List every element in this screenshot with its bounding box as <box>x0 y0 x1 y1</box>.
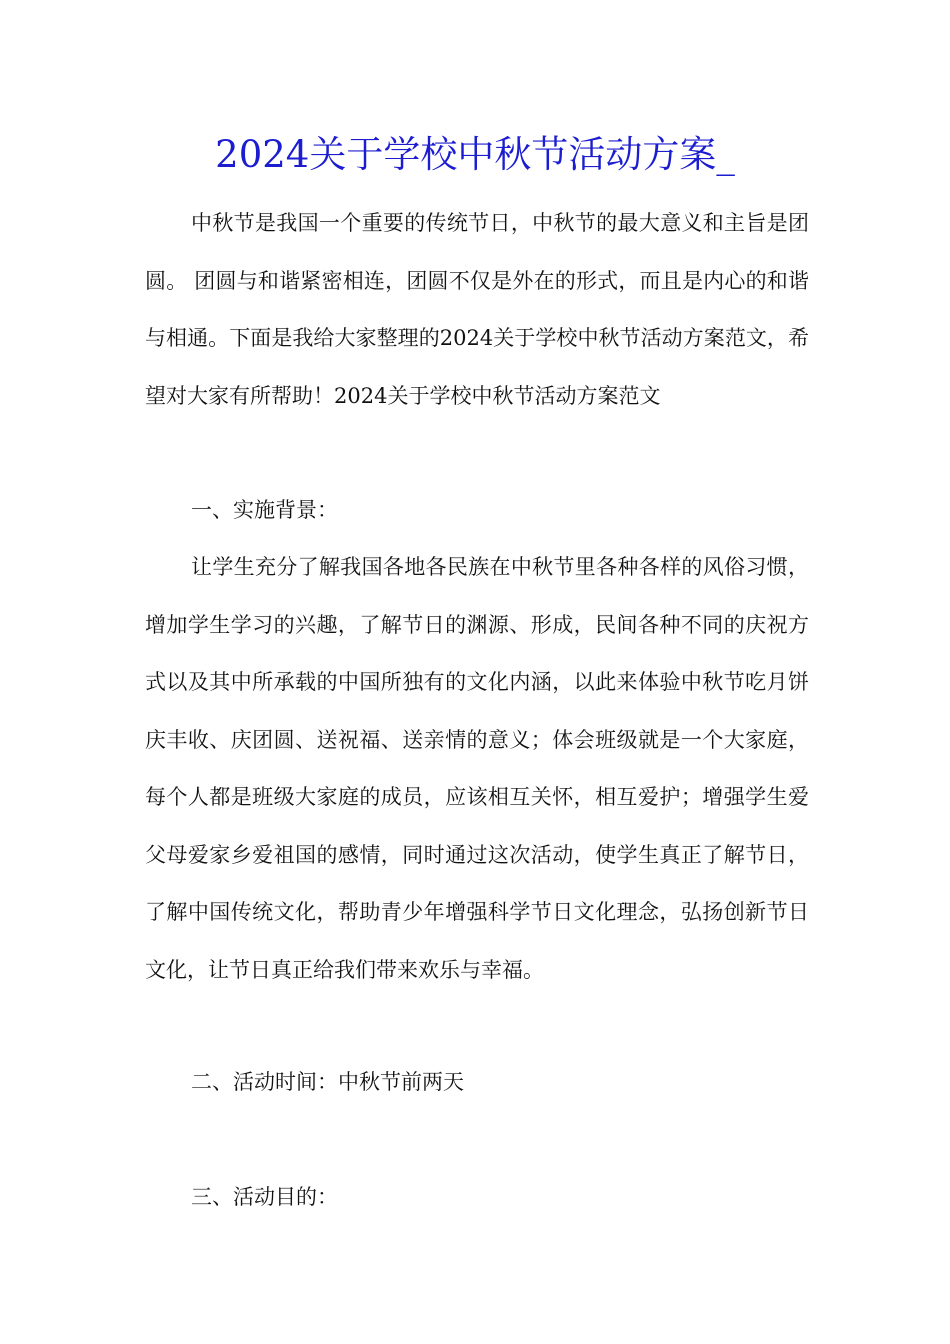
document-title: 2024关于学校中秋节活动方案_ <box>215 133 735 176</box>
section-heading-purpose: 三、活动目的： <box>191 1185 338 1209</box>
intro-paragraph: 中秋节是我国一个重要的传统节日，中秋节的最大意义和主旨是团圆。 团圆与和谐紧密相连，团圆不仅是外在的形式，而且是内心的和谐与相通。下面是我给大家整理的2024关于学校中秋节活动方案范文，希望对大家有所帮助！2024关于学校中秋节活动方案范文 <box>145 211 809 408</box>
section-heading-background: 一、实施背景： <box>191 498 338 522</box>
background-paragraph: 让学生充分了解我国各地各民族在中秋节里各种各样的风俗习惯，增加学生学习的兴趣，了解节日的渊源、形成，民间各种不同的庆祝方式以及其中所承载的中国所独有的文化内涵，以此来体验中秋节吃月饼庆丰收、庆团圆、送祝福、送亲情的意义；体会班级就是一个大家庭，每个人都是班级大家庭的成员，应该相互关怀，相互爱护；增强学生爱父母爱家乡爱祖国的感情，同时通过这次活动，使学生真正了解节日，了解中国传统文化，帮助青少年增强科学节日文化理念，弘扬创新节日文化，让节日真正给我们带来欢乐与幸福。 <box>145 555 809 982</box>
section-heading-time: 二、活动时间：中秋节前两天 <box>191 1070 464 1094</box>
